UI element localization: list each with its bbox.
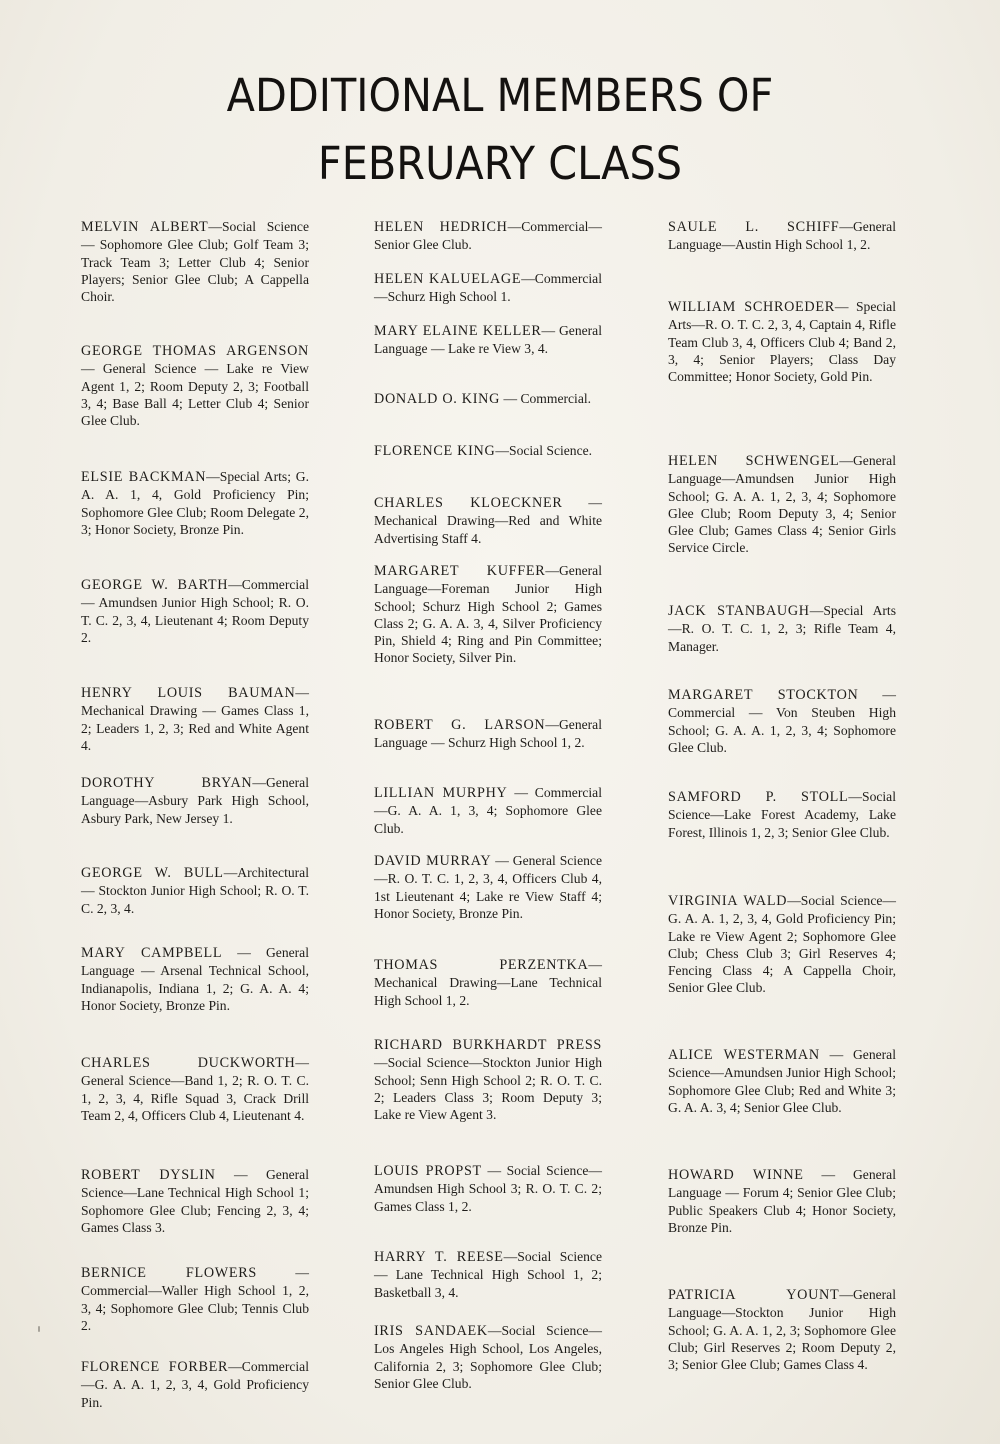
member-details: —Social Science — Sophomore Glee Club; Golf Team 3; Track Team 3; Letter Club 4; Senior Players; Senior Glee Club; A Cappella Choir. [81, 219, 309, 305]
member-details: — General Science—Lane Technical High School 1; Sophomore Glee Club; Fencing 2, 3, 4; Games Class 3. [81, 1167, 309, 1235]
member-name: CHARLES DUCKWORTH [81, 1055, 296, 1071]
member-name: DAVID MURRAY [374, 853, 492, 869]
member-name: PATRICIA YOUNT [668, 1287, 840, 1303]
member-entry [81, 1054, 309, 1124]
member-name: LOUIS PROPST [374, 1163, 482, 1179]
member-entry [374, 270, 602, 306]
member-entry [81, 864, 309, 917]
member-entry [374, 322, 602, 358]
member-entry [668, 1286, 896, 1373]
member-entry [374, 442, 602, 460]
member-name: MELVIN ALBERT [81, 219, 209, 235]
member-details: —Social Science. [495, 443, 593, 458]
member-entry [81, 684, 309, 754]
member-details: — General Language — Lake re View 3, 4. [374, 323, 602, 357]
member-details: —Architectural — Stockton Junior High School; R. O. T. C. 2, 3, 4. [81, 865, 309, 916]
member-name: CHARLES KLOECKNER [374, 495, 563, 511]
member-details: —Commercial—Schurz High School 1. [374, 271, 602, 305]
member-name: WILLIAM SCHROEDER [668, 299, 835, 315]
member-name: HELEN KALUELAGE [374, 271, 522, 287]
member-name: MARY CAMPBELL [81, 945, 223, 961]
member-name: MARGARET STOCKTON [668, 687, 859, 703]
member-name: HELEN SCHWENGEL [668, 453, 840, 469]
member-details: —Social Science—G. A. A. 1, 2, 3, 4, Gold Proficiency Pin; Lake re View Agent 2; Sophomore Glee Club; Chess Club 3; Girl Reserves 4; Fencing Class 4; A Cappella Choir, Senior Glee Club. [668, 893, 896, 996]
member-entry [668, 892, 896, 997]
member-details: —General Language—Foreman Junior High School; Schurz High School 2; Games Class 2; G. A. A. 3, 4, Silver Proficiency Pin, Shield 4; Ring and Pin Committee; Honor Society, Silver Pin. [374, 563, 602, 666]
member-entry [668, 298, 896, 385]
member-name: ELSIE BACKMAN [81, 469, 207, 485]
member-entry [668, 218, 896, 254]
member-entry [668, 686, 896, 756]
member-entry [81, 576, 309, 646]
member-details: —Social Science—Los Angeles High School, Los Angeles, California 2, 3; Sophomore Glee Club; Senior Glee Club. [374, 1323, 602, 1391]
member-entry [81, 1264, 309, 1334]
member-name: GEORGE W. BULL [81, 865, 224, 881]
member-entry [374, 562, 602, 667]
member-entry [374, 784, 602, 837]
member-entry [81, 468, 309, 538]
member-details: — Commercial—G. A. A. 1, 3, 4; Sophomore Glee Club. [374, 785, 602, 836]
member-name: HOWARD WINNE [668, 1167, 804, 1183]
member-entry [81, 1166, 309, 1236]
member-name: ALICE WESTERMAN [668, 1047, 820, 1063]
member-details: —Special Arts; G. A. A. 1, 4, Gold Proficiency Pin; Sophomore Glee Club; Room Delegate 2, 3; Honor Society, Bronze Pin. [81, 469, 309, 537]
member-name: HARRY T. REESE [374, 1249, 504, 1265]
member-details: — Mechanical Drawing—Red and White Advertising Staff 4. [374, 495, 602, 546]
member-name: BERNICE FLOWERS [81, 1265, 257, 1281]
member-name: SAULE L. SCHIFF [668, 219, 840, 235]
member-details: — General Science — Lake re View Agent 1, 2; Room Deputy 2, 3; Football 3, 4; Base Ball 4; Letter Club 4; Senior Glee Club. [81, 361, 309, 429]
member-name: IRIS SANDAEK [374, 1323, 488, 1339]
member-details: — Commercial. [500, 391, 592, 406]
member-details: — General Language — Forum 4; Senior Glee Club; Public Speakers Club 4; Honor Society, Bronze Pin. [668, 1167, 896, 1235]
paper-speck [38, 1326, 40, 1332]
member-entry [374, 1248, 602, 1301]
member-entry [374, 852, 602, 922]
member-details: — Commercial — Von Steuben High School; G. A. A. 1, 2, 3, 4; Sophomore Glee Club. [668, 687, 896, 755]
member-name: JACK STANBAUGH [668, 603, 810, 619]
member-entry [374, 716, 602, 752]
member-entry [374, 494, 602, 547]
member-entry [81, 774, 309, 827]
member-details: — General Science—Band 1, 2; R. O. T. C. 1, 2, 3, 4, Rifle Squad 3, Crack Drill Team 2, 4, Officers Club 4, Lieutenant 4. [81, 1055, 309, 1123]
member-details: —General Language—Amundsen Junior High School; G. A. A. 1, 2, 3, 4; Sophomore Glee Club; Room Deputy 3, 4; Senior Glee Club; Games Class 4; Senior Girls Service Circle. [668, 453, 896, 556]
member-name: RICHARD BURKHARDT PRESS [374, 1037, 602, 1053]
member-name: GEORGE W. BARTH [81, 577, 229, 593]
member-entry [374, 218, 602, 254]
member-name: HELEN HEDRICH [374, 219, 508, 235]
member-name: SAMFORD P. STOLL [668, 789, 849, 805]
page-title [40, 62, 960, 198]
member-details: —General Language — Schurz High School 1, 2. [374, 717, 602, 751]
member-name: HENRY LOUIS BAUMAN [81, 685, 296, 701]
member-details: —Commercial—Senior Glee Club. [374, 219, 602, 253]
member-details: — General Science—R. O. T. C. 1, 2, 3, 4, Officers Club 4, 1st Lieutenant 4; Lake re View Staff 4; Honor Society, Bronze Pin. [374, 853, 602, 921]
member-name: DOROTHY BRYAN [81, 775, 253, 791]
member-name: FLORENCE FORBER [81, 1359, 229, 1375]
member-details: — Commercial—Waller High School 1, 2, 3, 4; Sophomore Glee Club; Tennis Club 2. [81, 1265, 309, 1333]
member-entry [668, 452, 896, 557]
member-name: GEORGE THOMAS ARGENSON [81, 343, 309, 359]
member-details: —Special Arts—R. O. T. C. 1, 2, 3; Rifle Team 4, Manager. [668, 603, 896, 654]
member-name: MARGARET KUFFER [374, 563, 546, 579]
member-entry [374, 390, 602, 408]
member-entry [81, 1358, 309, 1411]
member-name: ROBERT DYSLIN [81, 1167, 216, 1183]
member-entry [668, 1046, 896, 1116]
member-details: — Mechanical Drawing — Games Class 1, 2; Leaders 1, 2, 3; Red and White Agent 4. [81, 685, 309, 753]
member-details: —Social Science—Lake Forest Academy, Lake Forest, Illinois 1, 2, 3; Senior Glee Club. [668, 789, 896, 840]
member-details: —Social Science—Stockton Junior High School; Senn High School 2; R. O. T. C. 2; Leaders Class 3; Room Deputy 3; Lake re View Agent 3. [374, 1055, 602, 1123]
member-entry [668, 602, 896, 655]
member-details: —General Language—Stockton Junior High School; G. A. A. 1, 2, 3; Sophomore Glee Club; Girl Reserves 2; Room Deputy 2, 3; Senior Glee Club; Games Class 4. [668, 1287, 896, 1373]
member-entry [81, 342, 309, 429]
member-entry [668, 1166, 896, 1236]
member-details: — Special Arts—R. O. T. C. 2, 3, 4, Captain 4, Rifle Team Club 3, 4, Officers Club 4; Band 2, 3, 4; Senior Players; Class Day Committee; Honor Society, Gold Pin. [668, 299, 896, 385]
member-entry [374, 1322, 602, 1392]
member-name: FLORENCE KING [374, 443, 496, 459]
member-entry [374, 1162, 602, 1215]
member-details: —Mechanical Drawing—Lane Technical High School 1, 2. [374, 957, 602, 1008]
page-title-line-2: FEBRUARY CLASS [317, 137, 683, 190]
member-entry [81, 944, 309, 1014]
member-name: MARY ELAINE KELLER [374, 323, 542, 339]
member-entry [668, 788, 896, 841]
member-entry [374, 1036, 602, 1123]
member-details: — General Science—Amundsen Junior High School; Sophomore Glee Club; Red and White 3; G. A. A. 3, 4; Senior Glee Club. [668, 1047, 896, 1115]
member-details: —Social Science — Lane Technical High School 1, 2; Basketball 3, 4. [374, 1249, 602, 1300]
member-details: — General Language — Arsenal Technical School, Indianapolis, Indiana 1, 2; G. A. A. 4; Honor Society, Bronze Pin. [81, 945, 309, 1013]
member-name: ROBERT G. LARSON [374, 717, 546, 733]
member-details: —Commercial — Amundsen Junior High School; R. O. T. C. 2, 3, 4, Lieutenant 4; Room Deputy 2. [81, 577, 309, 645]
member-name: DONALD O. KING [374, 391, 501, 407]
member-details: —Commercial—G. A. A. 1, 2, 3, 4, Gold Proficiency Pin. [81, 1359, 309, 1410]
member-name: THOMAS PERZENTKA [374, 957, 589, 973]
member-details: —General Language—Asbury Park High School, Asbury Park, New Jersey 1. [81, 775, 309, 826]
member-name: VIRGINIA WALD [668, 893, 788, 909]
member-entry [81, 218, 309, 305]
page-title-line-1: ADDITIONAL MEMBERS OF [226, 69, 774, 122]
member-details: — Social Science—Amundsen High School 3; R. O. T. C. 2; Games Class 1, 2. [374, 1163, 602, 1214]
member-entry [374, 956, 602, 1009]
member-details: —General Language—Austin High School 1, 2. [668, 219, 896, 253]
member-name: LILLIAN MURPHY [374, 785, 508, 801]
